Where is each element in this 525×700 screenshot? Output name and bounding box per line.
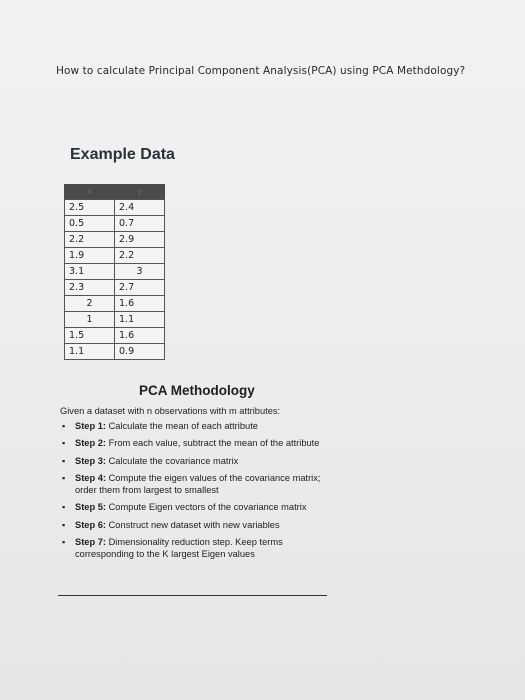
list-item	[60, 437, 330, 449]
table-cell-y: 2.4	[115, 200, 165, 216]
table-row	[65, 344, 165, 360]
table-cell-x: 1.1	[65, 344, 115, 360]
table-cell-x: 2.2	[65, 232, 115, 248]
column-header-y: y	[115, 184, 165, 200]
step-text: Compute the eigen values of the covariance matrix; order them from largest to smallest	[75, 472, 321, 496]
methodology-intro: Given a dataset with n observations with m attributes:	[60, 406, 281, 416]
pca-methodology-heading: PCA Methodology	[139, 383, 255, 398]
table-cell-y: 0.9	[115, 344, 165, 360]
step-label: Step 2:	[75, 438, 106, 449]
table-cell-x: 1.9	[65, 248, 115, 264]
table-cell-y: 0.7	[115, 216, 165, 232]
step-label: Step 3:	[75, 455, 106, 466]
table-cell-y: 1.6	[115, 296, 165, 312]
step-text: Calculate the mean of each attribute	[106, 421, 258, 431]
step-label: Step 4:	[75, 472, 106, 483]
table-cell-x: 1	[65, 312, 115, 328]
table-cell-y: 2.9	[115, 232, 165, 248]
step-text: Compute Eigen vectors of the covariance matrix	[106, 502, 307, 513]
list-item	[60, 455, 330, 467]
table-cell-x: 2	[65, 296, 115, 312]
list-item	[60, 420, 330, 432]
example-data-heading: Example Data	[70, 146, 175, 163]
bottom-divider	[58, 595, 327, 596]
example-data-table	[64, 184, 165, 360]
table-cell-x: 2.3	[65, 280, 115, 296]
table-header-row	[65, 184, 165, 200]
step-text: From each value, subtract the mean of the attribute	[106, 438, 320, 449]
step-label: Step 1:	[75, 421, 106, 431]
table-cell-x: 3.1	[65, 264, 115, 280]
table-cell-y: 1.6	[115, 328, 165, 344]
methodology-steps-list	[60, 420, 330, 566]
step-text: Dimensionality reduction step. Keep terms corresponding to the K largest Eigen values	[75, 537, 283, 560]
list-item	[60, 472, 330, 497]
table-cell-y: 3	[115, 264, 165, 280]
table-row	[65, 296, 165, 312]
step-label: Step 6:	[75, 519, 106, 530]
table-row	[65, 232, 165, 248]
table-row	[65, 312, 165, 328]
table-cell-y: 2.2	[115, 248, 165, 264]
table-row	[65, 328, 165, 344]
list-item	[60, 536, 330, 561]
table-cell-y: 1.1	[115, 312, 165, 328]
table-cell-y: 2.7	[115, 280, 165, 296]
table-cell-x: 2.5	[65, 200, 115, 216]
table-cell-x: 1.5	[65, 328, 115, 344]
step-label: Step 5:	[75, 502, 106, 513]
table-row	[65, 200, 165, 216]
step-label: Step 7:	[75, 537, 106, 548]
list-item	[60, 501, 330, 513]
table-row	[65, 248, 165, 264]
list-item	[60, 519, 330, 531]
question-text: How to calculate Principal Component Analysis(PCA) using PCA Methdology?	[56, 65, 466, 77]
step-text: Construct new dataset with new variables	[106, 519, 280, 530]
table-row	[65, 264, 165, 280]
column-header-x: x	[65, 184, 115, 200]
table-cell-x: 0.5	[65, 216, 115, 232]
table-row	[65, 280, 165, 296]
table-row	[65, 216, 165, 232]
step-text: Calculate the covariance matrix	[106, 455, 239, 466]
